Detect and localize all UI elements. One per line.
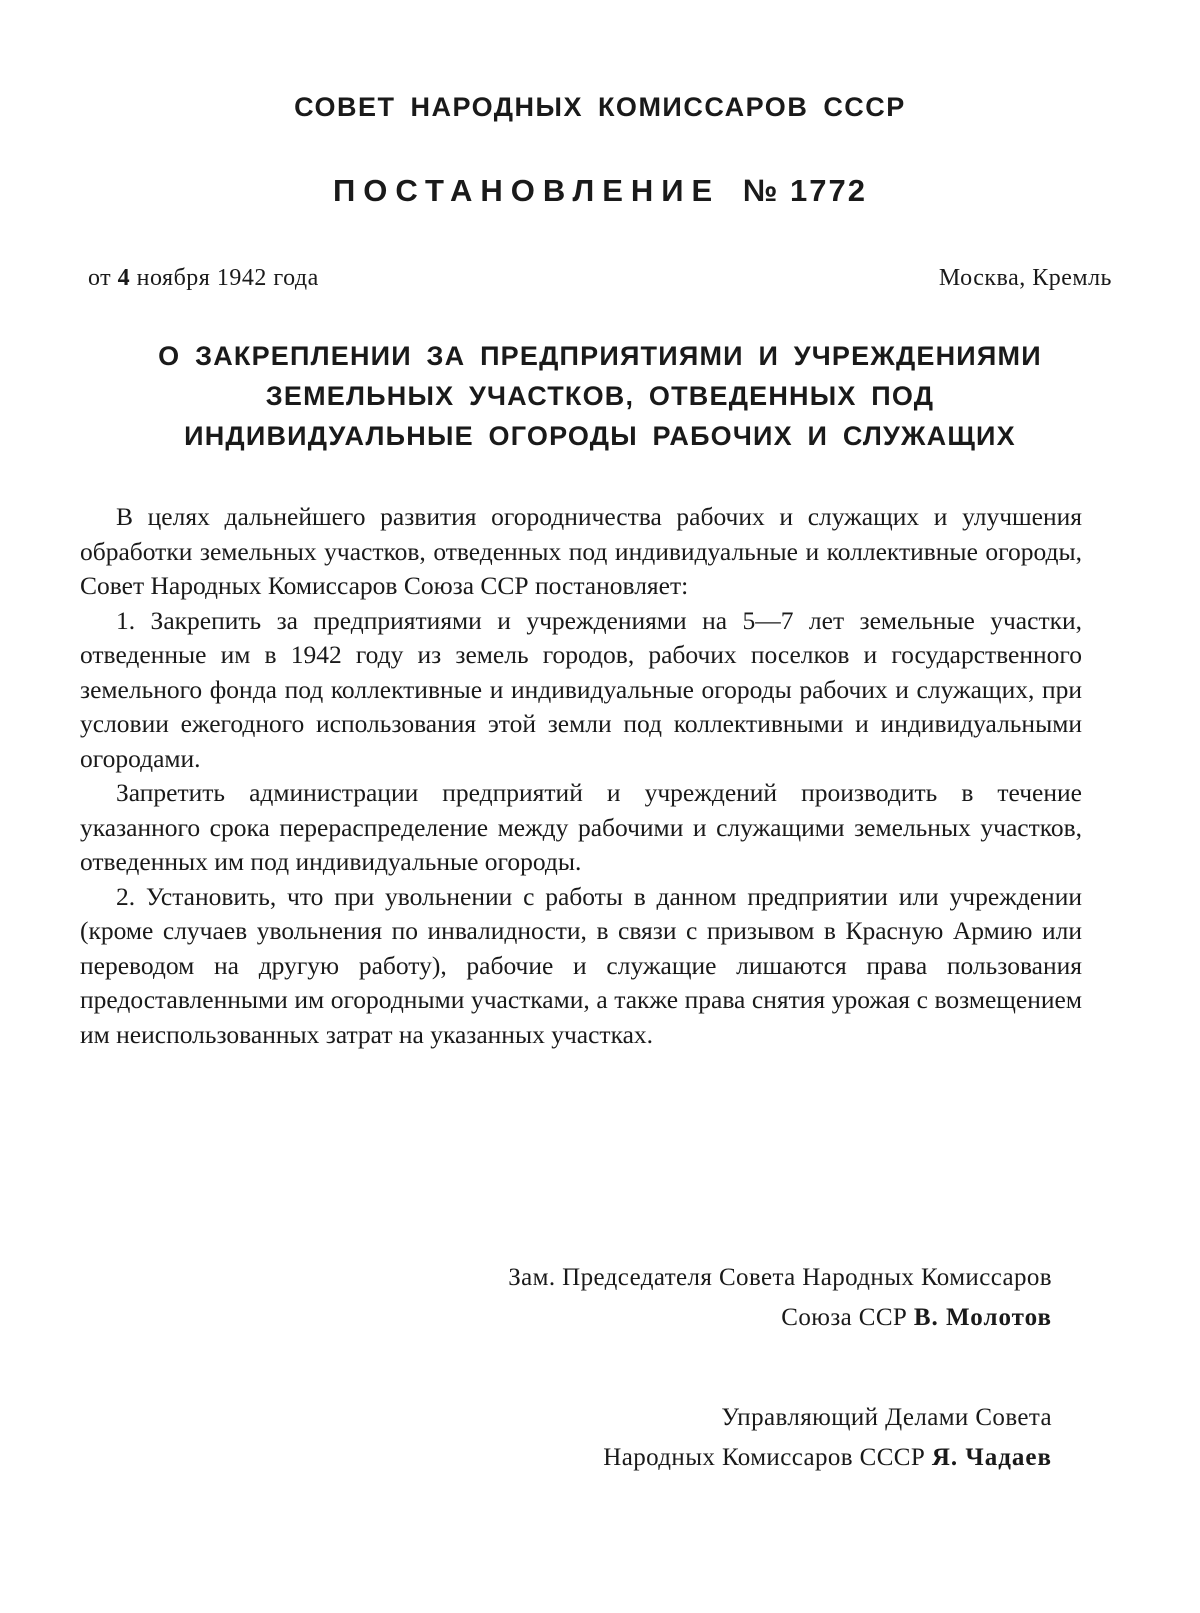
signatory-name: Я. Чадаев — [932, 1444, 1052, 1471]
signatory-line — [0, 1438, 1052, 1478]
resolution-body — [80, 500, 1082, 1052]
document-heading — [0, 173, 1200, 209]
signatory-name: В. Молотов — [914, 1304, 1052, 1331]
body-paragraph-preamble: В целях дальнейшего развития огородничества рабочих и служащих и улучшения обработки земельных участков, отведенных под индивидуальные и коллективные огороды, Совет Народных Комиссаров Союза ССР постановляет: — [80, 500, 1082, 604]
title-line: О ЗАКРЕПЛЕНИИ ЗА ПРЕДПРИЯТИЯМИ И УЧРЕЖДЕНИЯМИ — [80, 336, 1120, 376]
body-paragraph-prohibition: Запретить администрации предприятий и учреждений производить в течение указанного срока перераспределение между рабочими и служащими земельных участков, отведенных им под индивидуальные огороды. — [80, 776, 1082, 880]
title-line: ИНДИВИДУАЛЬНЫЕ ОГОРОДЫ РАБОЧИХ И СЛУЖАЩИХ — [80, 416, 1120, 456]
signature-block-molotov — [0, 1258, 1052, 1338]
date-prefix: от — [88, 265, 111, 291]
document-place: Москва, Кремль — [939, 265, 1112, 292]
signatory-position-cont: Союза ССР — [781, 1304, 907, 1331]
resolution-title — [80, 336, 1120, 456]
date-day: 4 — [118, 265, 131, 291]
date-month-year: ноября 1942 года — [137, 265, 319, 291]
document-page — [0, 0, 1200, 1613]
signatory-line — [0, 1298, 1052, 1338]
signatory-position-cont: Народных Комиссаров СССР — [603, 1444, 925, 1471]
document-number: № 1772 — [743, 173, 867, 208]
signatory-position: Управляющий Делами Совета — [0, 1398, 1052, 1438]
body-paragraph-clause-1: 1. Закрепить за предприятиями и учреждениями на 5—7 лет земельные участки, отведенные им в 1942 году из земель городов, рабочих поселков и государственного земельного фонда под коллективные и индивидуальные огороды рабочих и служащих, при условии ежегодного использования этой земли под коллективными и индивидуальными огородами. — [80, 604, 1082, 777]
body-paragraph-clause-2: 2. Установить, что при увольнении с работы в данном предприятии или учреждении (кроме случаев увольнения по инвалидности, в связи с призывом в Красную Армию или переводом на другую работу), рабочие и служащие лишаются права пользования предоставленными им огородными участками, а также права снятия урожая с возмещением им неиспользованных затрат на указанных участках. — [80, 880, 1082, 1053]
issuing-organization: СОВЕТ НАРОДНЫХ КОМИССАРОВ СССР — [0, 92, 1200, 123]
signatory-position: Зам. Председателя Совета Народных Комиссаров — [0, 1258, 1052, 1298]
title-line: ЗЕМЕЛЬНЫХ УЧАСТКОВ, ОТВЕДЕННЫХ ПОД — [80, 376, 1120, 416]
document-date — [88, 265, 319, 292]
document-type: ПОСТАНОВЛЕНИЕ — [333, 173, 720, 208]
signature-block-chadaev — [0, 1398, 1052, 1478]
